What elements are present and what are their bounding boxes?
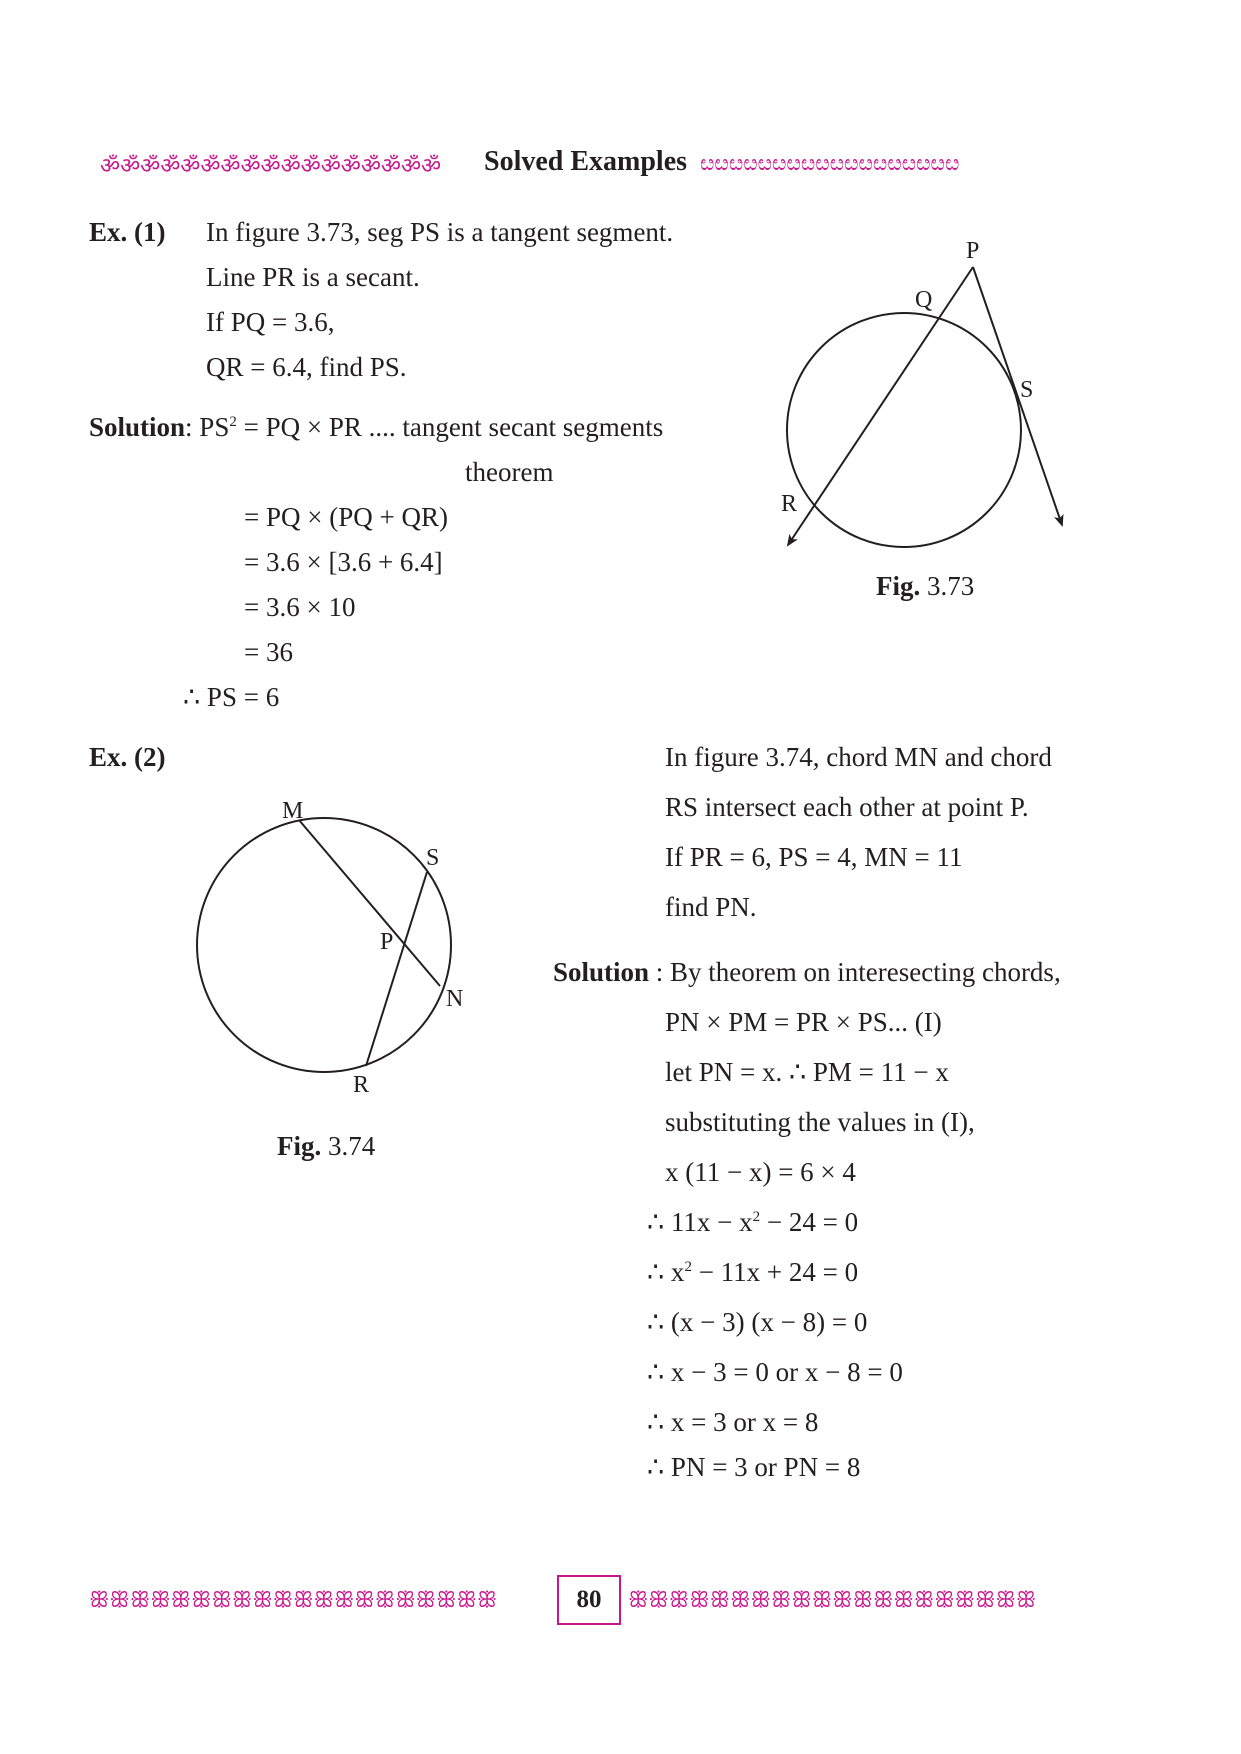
circle [787, 313, 1021, 547]
step-text: ∴ (x − 3) (x − 8) = 0 [647, 1307, 868, 1337]
fig-number: 3.74 [328, 1131, 376, 1161]
fig-label: Fig. [277, 1131, 322, 1161]
figure-caption [277, 1130, 375, 1162]
point-label-r: R [781, 491, 798, 517]
footer-ornament-right: ꕥꕥꕥꕥꕥꕥꕥꕥꕥꕥꕥꕥꕥꕥꕥꕥꕥꕥꕥꕥ [628, 1587, 1037, 1612]
step-text: ∴ PN = 3 or PN = 8 [647, 1452, 861, 1482]
example1-problem-line: QR = 6.4, find PS. [206, 352, 407, 382]
figure-3-74 [180, 785, 500, 1105]
example2-problem-line: In figure 3.74, chord MN and chord [665, 742, 1052, 772]
example2-problem-line: If PR = 6, PS = 4, MN = 11 [665, 842, 963, 872]
solution-label: Solution [89, 412, 186, 442]
point-label-r: R [353, 1072, 370, 1098]
example1-problem-line: Line PR is a secant. [206, 262, 420, 292]
page-number: 80 [557, 1575, 621, 1625]
example1-conclusion: ∴ PS = 6 [183, 682, 280, 712]
solution-text: : PS [185, 412, 230, 442]
point-label-q: Q [915, 287, 933, 313]
example2-label: Ex. (2) [89, 742, 166, 772]
section-title: Solved Examples [484, 146, 688, 177]
example1-step: = 3.6 × [3.6 + 6.4] [244, 547, 443, 577]
step-text: − 24 = 0 [760, 1207, 859, 1237]
example2-therefore-step [647, 1406, 818, 1438]
step-text: ∴ x − 3 = 0 or x − 8 = 0 [647, 1357, 903, 1387]
step-text: ∴ x = 3 or x = 8 [647, 1407, 819, 1437]
example1-problem-line: In figure 3.73, seg PS is a tangent segment. [206, 217, 674, 247]
figure-caption [876, 570, 974, 602]
tangent-ps [973, 267, 1062, 525]
example1-step: = PQ × (PQ + QR) [244, 502, 448, 532]
example2-step: substituting the values in (I), [665, 1107, 975, 1137]
circle [197, 818, 451, 1072]
example2-problem-line: find PN. [665, 892, 757, 922]
chord-rs [366, 872, 427, 1066]
figure-3-73 [760, 225, 1120, 585]
example2-step: let PN = x. ∴ PM = 11 − x [665, 1057, 949, 1087]
fig-number: 3.73 [927, 571, 975, 601]
header-ornament-right: ೞೞೞೞೞೞೞೞೞೞೞೞೞೞೞೞೞೞ [700, 150, 960, 175]
superscript: 2 [229, 414, 237, 430]
example2-therefore-step [647, 1306, 867, 1338]
solution-label: Solution [553, 957, 650, 987]
example2-therefore-step [647, 1356, 903, 1388]
chord-mn [299, 820, 440, 986]
example2-step: x (11 − x) = 6 × 4 [665, 1157, 856, 1187]
header-ornament-left: ॐॐॐॐॐॐॐॐॐॐॐॐॐॐॐॐॐ [100, 153, 442, 178]
footer-ornament-left: ꕥꕥꕥꕥꕥꕥꕥꕥꕥꕥꕥꕥꕥꕥꕥꕥꕥꕥꕥꕥ [89, 1587, 498, 1612]
example2-therefore-step [647, 1256, 858, 1288]
point-label-s: S [426, 845, 440, 871]
point-label-n: N [446, 986, 464, 1012]
solution-text: : By theorem on interesecting chords, [655, 957, 1061, 987]
point-label-p: P [966, 238, 980, 264]
point-label-p: P [380, 929, 394, 955]
example1-label: Ex. (1) [89, 217, 166, 247]
example2-therefore-step [647, 1206, 858, 1238]
point-label-s: S [1020, 377, 1034, 403]
example2-problem-line: RS intersect each other at point P. [665, 792, 1029, 822]
step-text: ∴ 11x − x [647, 1207, 753, 1237]
secant-pr [788, 267, 973, 545]
step-text: ∴ x [647, 1257, 685, 1287]
example2-solution-line [553, 956, 1061, 988]
superscript: 2 [752, 1209, 761, 1225]
example1-step: = 3.6 × 10 [244, 592, 356, 622]
solution-text: = PQ × PR .... tangent secant segments [236, 412, 664, 442]
example2-step: PN × PM = PR × PS... (I) [665, 1007, 942, 1037]
example1-problem-line: If PQ = 3.6, [206, 307, 335, 337]
example1-solution-cont: theorem [465, 457, 554, 487]
point-label-m: M [282, 798, 304, 824]
example2-therefore-step [647, 1451, 860, 1483]
step-text: − 11x + 24 = 0 [691, 1257, 859, 1287]
superscript: 2 [684, 1259, 692, 1275]
fig-label: Fig. [876, 571, 921, 601]
example1-step: = 36 [244, 637, 293, 667]
example1-solution-line [89, 411, 663, 443]
